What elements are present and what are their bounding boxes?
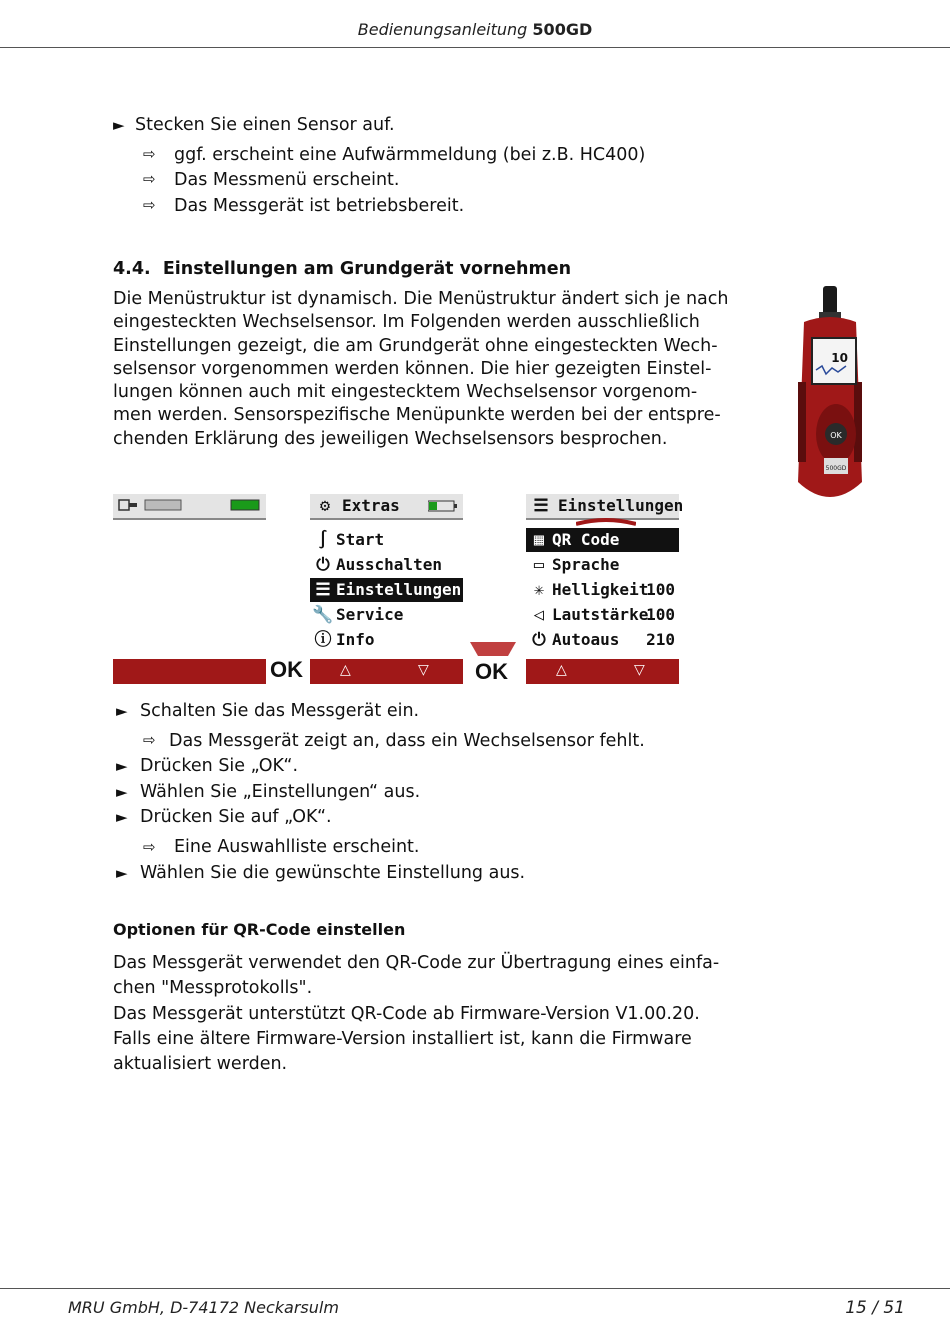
down-arrow-icon[interactable]: ▽ xyxy=(418,662,429,678)
ok-label: OK xyxy=(475,659,508,684)
footer-rule xyxy=(0,1288,950,1289)
header-rule xyxy=(0,47,950,48)
menu-item-service[interactable]: 🔧 Service xyxy=(310,603,463,627)
sliders-icon: ☰ xyxy=(533,496,549,516)
step-text: Das Messgerät zeigt an, dass ein Wechselsensor fehlt. xyxy=(169,731,645,751)
scroll-indicator xyxy=(576,518,636,526)
page-header xyxy=(0,20,950,39)
header-title: Bedienungsanleitung xyxy=(357,20,528,39)
paragraph-line: Das Messgerät verwendet den QR-Code zur Übertragung eines einfa- xyxy=(113,953,720,973)
wrench-icon: 🔧 xyxy=(312,605,334,625)
menu-title: Einstellungen xyxy=(558,496,684,515)
result-arrow-icon: ⇨ xyxy=(143,145,156,163)
intro-result: ggf. erscheint eine Aufwärmmeldung (bei z.B. HC400) xyxy=(174,145,646,165)
screen-no-sensor xyxy=(113,494,266,684)
result-arrow-icon: ⇨ xyxy=(143,838,156,856)
status-bar xyxy=(113,494,266,520)
paragraph-line: Falls eine ältere Firmware-Version installiert ist, kann die Firmware xyxy=(113,1028,692,1049)
menu-item-ausschalten[interactable]: ⏻ Ausschalten xyxy=(310,553,463,577)
battery-icon xyxy=(428,500,458,512)
paragraph-line: Einstellungen gezeigt, die am Grundgerät ohne eingesteckten Wech- xyxy=(113,335,718,356)
paragraph-line: men werden. Sensorspezifische Menüpunkte werden bei der entspre- xyxy=(113,405,721,426)
device-model-label: 500GD xyxy=(825,465,847,472)
paragraph-line: lungen können auch mit eingestecktem Wechselsensor vorgenom- xyxy=(113,382,698,403)
ok-label: OK xyxy=(270,657,303,682)
menu-title: Extras xyxy=(342,496,400,515)
menu-item-sprache[interactable]: ▭ Sprache xyxy=(526,553,679,577)
action-arrow-icon: ► xyxy=(116,757,128,775)
menu-item-start[interactable]: ∫ Start xyxy=(310,528,463,552)
intro-result: Das Messmenü erscheint. xyxy=(174,170,400,190)
step-text: Eine Auswahlliste erscheint. xyxy=(174,837,420,857)
section-title: Einstellungen am Grundgerät vornehmen xyxy=(162,259,572,279)
language-icon: ▭ xyxy=(533,555,545,575)
paragraph-line: chenden Erklärung des jeweiligen Wechselsensors besprochen. xyxy=(113,428,668,449)
result-arrow-icon: ⇨ xyxy=(143,731,156,749)
menu-item-helligkeit[interactable]: ✳ Helligkeit 100 xyxy=(526,578,679,602)
step-text: Wählen Sie „Einstellungen“ aus. xyxy=(140,782,421,802)
device-image xyxy=(790,282,870,512)
paragraph-line: aktualisiert werden. xyxy=(113,1054,288,1075)
menu-item-lautstaerke[interactable]: ◁ Lautstärke 100 xyxy=(526,603,679,627)
step-text: Drücken Sie auf „OK“. xyxy=(140,807,332,827)
down-arrow-icon[interactable]: ▽ xyxy=(634,662,645,678)
power-icon: ⏻ xyxy=(532,630,546,650)
sliders-icon: ☰ xyxy=(315,580,331,600)
action-arrow-icon: ► xyxy=(116,783,128,801)
brightness-icon: ✳ xyxy=(533,580,545,600)
intro-result: Das Messgerät ist betriebsbereit. xyxy=(174,196,465,216)
paragraph-line: eingesteckten Wechselsensor. Im Folgenden werden ausschließlich xyxy=(113,312,700,333)
action-arrow-icon: ► xyxy=(116,808,128,826)
page-number: 15 / 51 xyxy=(845,1298,905,1318)
up-arrow-icon[interactable]: △ xyxy=(556,662,567,678)
step-text: Schalten Sie das Messgerät ein. xyxy=(140,701,420,721)
intro-action: Stecken Sie einen Sensor auf. xyxy=(135,115,395,135)
section-heading xyxy=(113,259,571,279)
qr-section-paragraph xyxy=(113,951,719,1077)
screen-extras xyxy=(310,494,463,684)
device-ok-button: OK xyxy=(830,431,842,440)
qr-section-heading: Optionen für QR-Code einstellen xyxy=(113,920,406,939)
screen-settings xyxy=(526,494,684,684)
step-text: Drücken Sie „OK“. xyxy=(140,756,299,776)
menu-item-info[interactable]: ⓘ Info xyxy=(310,628,463,652)
paragraph-line: chen "Messprotokolls". xyxy=(113,978,313,999)
menu-item-qr-code[interactable]: ▦ QR Code xyxy=(526,528,679,552)
footer-company: MRU GmbH, D-74172 Neckarsulm xyxy=(68,1298,339,1317)
action-arrow-icon: ► xyxy=(113,116,125,134)
paragraph-line: Das Messgerät unterstützt QR-Code ab Firmware-Version V1.00.20. xyxy=(113,1003,700,1024)
action-arrow-icon: ► xyxy=(116,864,128,882)
up-arrow-icon[interactable]: △ xyxy=(340,662,351,678)
paragraph-line: Die Menüstruktur ist dynamisch. Die Menüstruktur ändert sich je nach xyxy=(113,289,729,309)
section-paragraph xyxy=(113,288,728,451)
result-arrow-icon: ⇨ xyxy=(143,196,156,214)
section-number: 4.4. xyxy=(113,259,151,279)
qr-code-icon: ▦ xyxy=(533,530,545,550)
power-icon: ⏻ xyxy=(316,555,330,575)
menu-item-autoaus[interactable]: ⏻ Autoaus 210 xyxy=(526,628,679,652)
header-model: 500GD xyxy=(532,20,593,39)
paragraph-line: selsensor vorgenommen werden können. Die hier gezeigten Einstel- xyxy=(113,358,712,379)
action-arrow-icon: ► xyxy=(116,702,128,720)
speaker-icon: ◁ xyxy=(533,605,545,625)
softkey-bar xyxy=(113,659,266,684)
ok-button-graphic xyxy=(468,640,518,658)
device-display-value: 10 xyxy=(831,351,848,365)
gear-icon: ⚙ xyxy=(319,496,331,516)
info-icon: ⓘ xyxy=(314,630,332,650)
softkey-bar xyxy=(526,659,679,684)
step-text: Wählen Sie die gewünschte Einstellung aus. xyxy=(140,863,526,883)
softkey-bar xyxy=(310,659,463,684)
menu-item-einstellungen[interactable]: ☰ Einstellungen xyxy=(310,578,463,602)
curve-icon: ∫ xyxy=(317,530,329,550)
result-arrow-icon: ⇨ xyxy=(143,170,156,188)
